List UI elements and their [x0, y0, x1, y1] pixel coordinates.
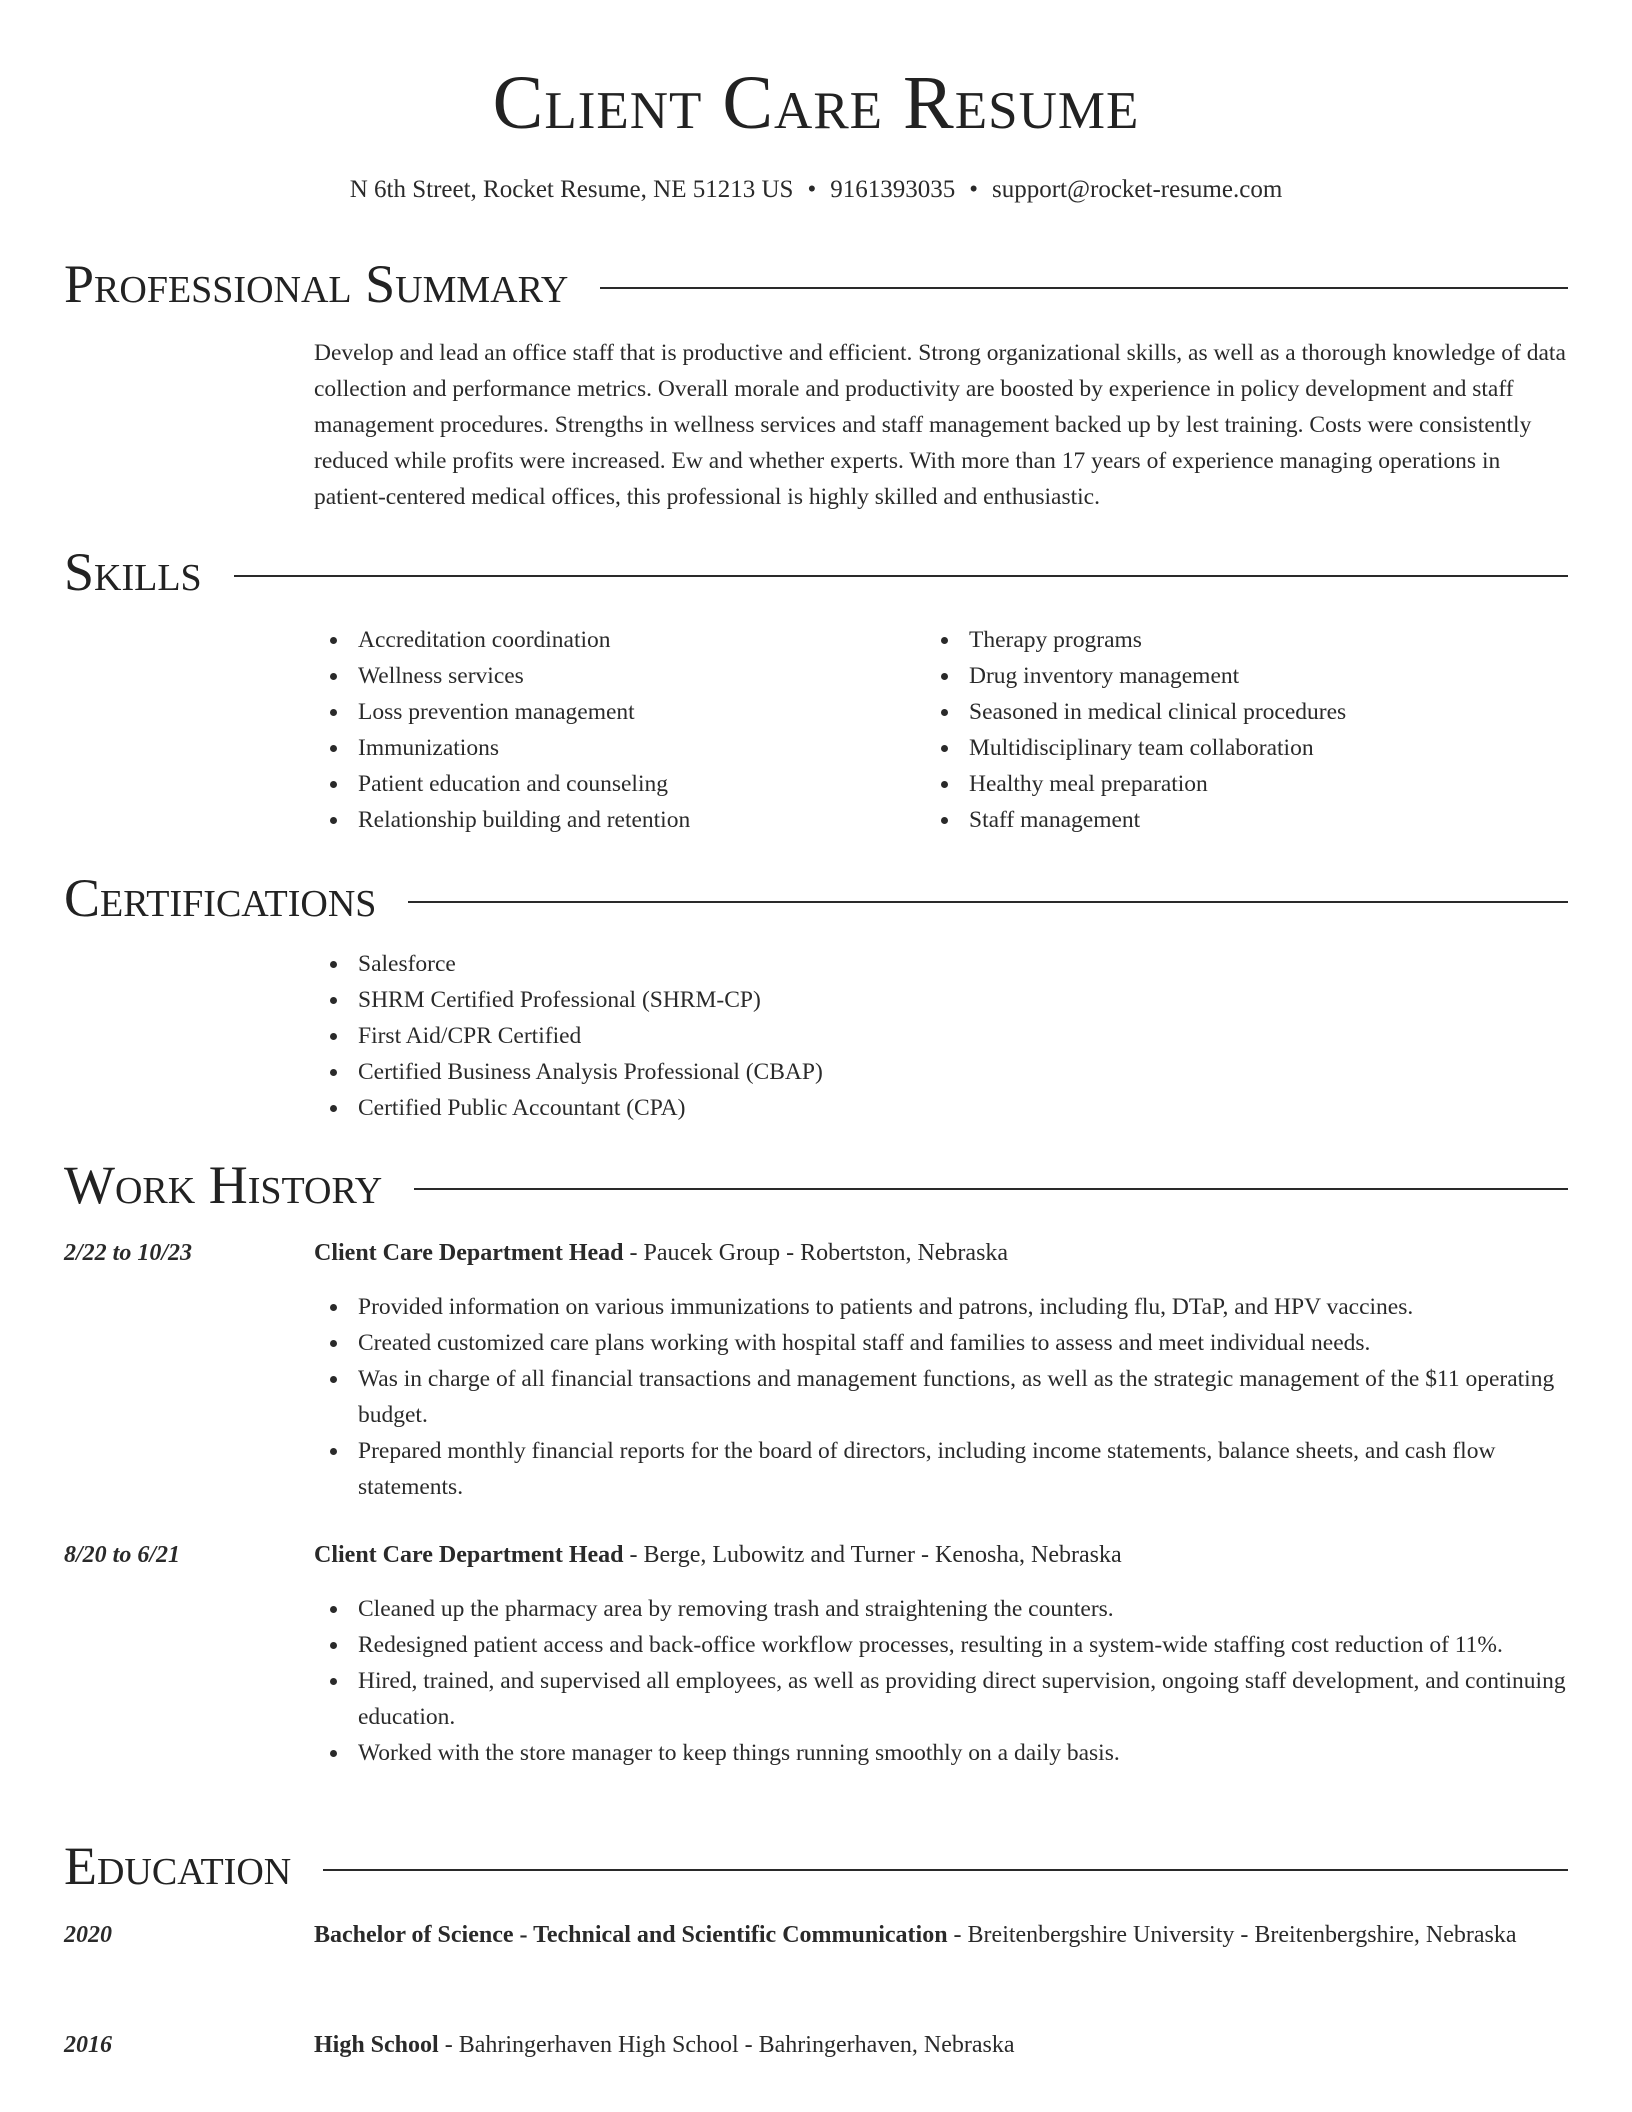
section-divider — [600, 287, 1568, 289]
skill-item: Staff management — [925, 802, 1525, 838]
section-divider — [414, 1188, 1568, 1190]
summary-heading: Professional Summary — [64, 254, 569, 314]
skill-item: Patient education and counseling — [314, 766, 914, 802]
certifications-list — [314, 946, 1568, 1126]
skill-item: Wellness services — [314, 658, 914, 694]
work-section-header — [64, 1153, 1568, 1217]
skill-item: Multidisciplinary team collaboration — [925, 730, 1525, 766]
contact-line — [0, 174, 1632, 206]
job-bullet: Provided information on various immunizations to patients and patrons, including flu, DTaP, and HPV vaccines. — [314, 1289, 1568, 1325]
education-year: 2016 — [64, 2032, 112, 2058]
resume-title: Client Care Resume — [492, 61, 1140, 145]
job-heading — [314, 1234, 1568, 1272]
skill-item: Immunizations — [314, 730, 914, 766]
job-heading — [314, 1536, 1568, 1574]
job-bullet: Worked with the store manager to keep things running smoothly on a daily basis. — [314, 1735, 1568, 1771]
job-dates: 2/22 to 10/23 — [64, 1240, 193, 1266]
job-title: Client Care Department Head — [314, 1240, 624, 1266]
job-bullet: Created customized care plans working with hospital staff and families to assess and meet individual needs. — [314, 1325, 1568, 1361]
education-heading: Education — [64, 1836, 292, 1896]
skills-heading: Skills — [64, 542, 202, 602]
certification-item: Salesforce — [314, 946, 1568, 982]
skill-item: Relationship building and retention — [314, 802, 914, 838]
skill-item: Drug inventory management — [925, 658, 1525, 694]
section-divider — [408, 901, 1568, 903]
job-details: - Paucek Group - Robertston, Nebraska — [623, 1240, 1009, 1266]
skills-section-header — [64, 540, 1568, 604]
job-bullets-block — [314, 1591, 1568, 1771]
certification-item: Certified Business Analysis Professional (CBAP) — [314, 1054, 1568, 1090]
skills-column-left — [314, 622, 914, 838]
skills-list-left — [314, 622, 914, 838]
job-details: - Berge, Lubowitz and Turner - Kenosha, Nebraska — [623, 1542, 1122, 1568]
contact-separator: • — [807, 176, 817, 203]
job-title: Client Care Department Head — [314, 1542, 624, 1568]
skill-item: Loss prevention management — [314, 694, 914, 730]
certifications-heading: Certifications — [64, 868, 377, 928]
job-bullet: Was in charge of all financial transactions and management functions, as well as the strategic management of the $11 operating budget. — [314, 1361, 1568, 1433]
job-bullets — [314, 1591, 1568, 1771]
contact-email: support@rocket-resume.com — [991, 176, 1283, 203]
job-bullet: Prepared monthly financial reports for the board of directors, including income statements, balance sheets, and cash flow statements. — [314, 1433, 1568, 1505]
summary-section-header — [64, 252, 1568, 316]
job-bullet: Hired, trained, and supervised all employees, as well as providing direct supervision, ongoing staff development, and continuing education. — [314, 1663, 1568, 1735]
job-bullets — [314, 1289, 1568, 1505]
section-divider — [323, 1869, 1568, 1871]
skill-item: Therapy programs — [925, 622, 1525, 658]
summary-text: Develop and lead an office staff that is productive and efficient. Strong organizational skills, as well as a thorough knowledge of data collection and performance metrics. Overall morale and productivity are boosted by experience in policy development and staff management procedures. Strengths in wellness services and staff management backed up by lest training. Costs were consistently reduced while profits were increased. Ew and whether experts. With more than 17 years of experience managing operations in patient-centered medical offices, this professional is highly skilled and enthusiastic. — [314, 340, 1566, 510]
education-entry — [314, 2026, 1568, 2064]
education-details: - Breitenbergshire University - Breitenbergshire, Nebraska — [947, 1922, 1517, 1948]
skills-list-right — [925, 622, 1525, 838]
certifications-block — [314, 946, 1568, 1126]
certification-item: SHRM Certified Professional (SHRM-CP) — [314, 982, 1568, 1018]
education-degree: Bachelor of Science - Technical and Scientific Communication — [314, 1922, 948, 1948]
job-bullet: Cleaned up the pharmacy area by removing trash and straightening the counters. — [314, 1591, 1568, 1627]
skill-item: Healthy meal preparation — [925, 766, 1525, 802]
job-bullets-block — [314, 1289, 1568, 1505]
job-bullet: Redesigned patient access and back-office workflow processes, resulting in a system-wide staffing cost reduction of 11%. — [314, 1627, 1568, 1663]
certification-item: Certified Public Accountant (CPA) — [314, 1090, 1568, 1126]
contact-separator: • — [969, 176, 978, 203]
skill-item: Seasoned in medical clinical procedures — [925, 694, 1525, 730]
skills-column-right — [925, 622, 1525, 838]
skill-item: Accreditation coordination — [314, 622, 914, 658]
job-dates: 8/20 to 6/21 — [64, 1542, 181, 1568]
section-divider — [234, 575, 1568, 577]
contact-phone: 9161393035 — [830, 176, 956, 203]
education-entry — [314, 1916, 1568, 1954]
certification-item: First Aid/CPR Certified — [314, 1018, 1568, 1054]
certifications-section-header — [64, 866, 1568, 930]
contact-address: N 6th Street, Rocket Resume, NE 51213 US — [349, 176, 794, 203]
education-year: 2020 — [64, 1922, 112, 1948]
education-degree: High School — [314, 2032, 439, 2058]
work-heading: Work History — [64, 1155, 383, 1215]
education-section-header — [64, 1834, 1568, 1898]
education-details: - Bahringerhaven High School - Bahringerhaven, Nebraska — [438, 2032, 1015, 2058]
